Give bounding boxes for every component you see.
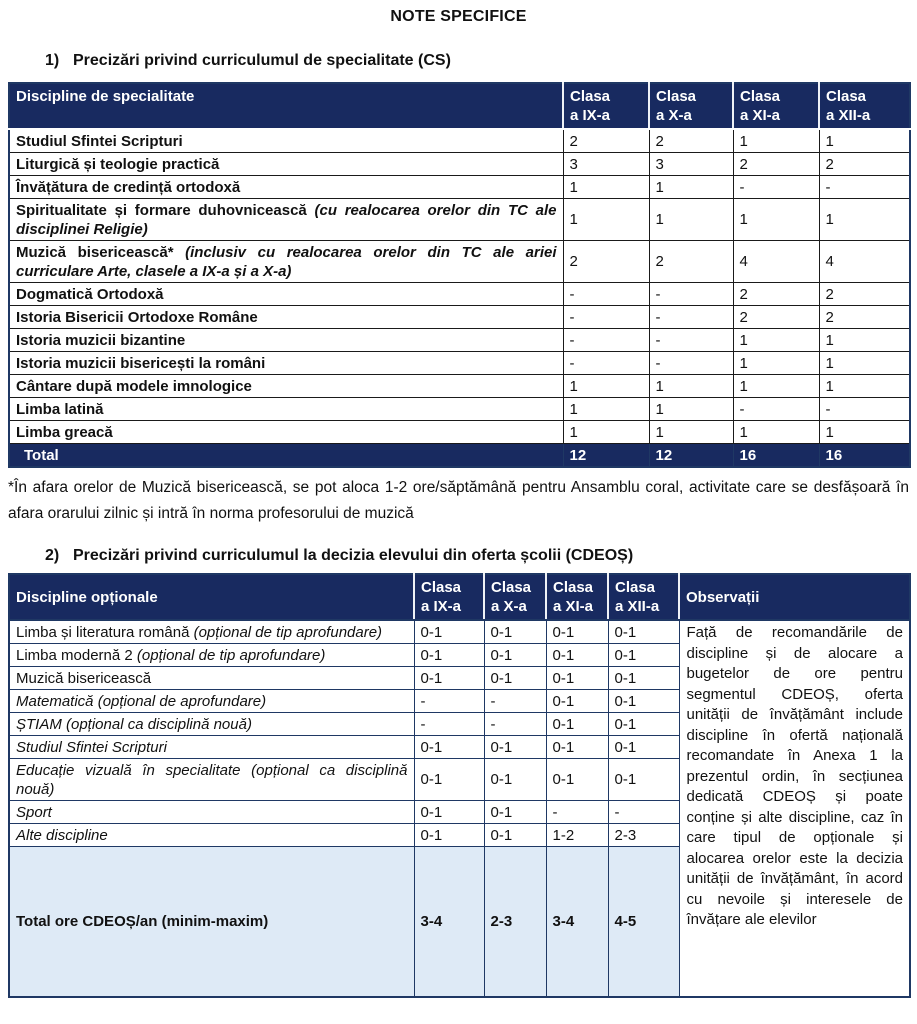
hours-cell: 2 — [819, 283, 910, 306]
table-row — [9, 329, 910, 352]
hours-cell: 2 — [819, 153, 910, 176]
table2-header-row — [9, 574, 910, 620]
table1-header-discipline: Discipline de specialitate — [9, 83, 563, 129]
hours-cell: - — [484, 690, 546, 713]
discipline-note: (opțional de tip aprofundare) — [136, 646, 326, 664]
discipline-label: Matematică (opțional de aprofundare) — [16, 692, 267, 710]
observations-cell: Față de recomandările de discipline și de alocare a bugetelor de ore pentru segmentul CDEOȘ, oferta unității de învățământ include discipline în ofertă națională recomandate în Anexa 1 la prezentul ordin, în secțiunea dedicată CDEOȘ și poate conține și alte discipline, caz în care tipul de opționale și alocarea orelor este la decizia unității de învățământ, în acord cu nevoile și interesele de învățare ale elevilor — [679, 620, 910, 997]
hours-cell: 1 — [649, 176, 733, 199]
table1-header-class-10: Clasa a X-a — [649, 83, 733, 129]
hours-cell: - — [563, 352, 649, 375]
table-row — [9, 375, 910, 398]
total-label: Total ore CDEOȘ/an (minim-maxim) — [9, 847, 414, 997]
table2-header-class-12: Clasa a XII-a — [608, 574, 679, 620]
hours-cell: 4 — [733, 241, 819, 283]
hours-cell: - — [649, 329, 733, 352]
total-hours-cell: 12 — [649, 444, 733, 468]
discipline-label: Sport — [16, 803, 52, 821]
hours-cell: 2 — [649, 241, 733, 283]
hours-cell: 4 — [819, 241, 910, 283]
total-hours-cell: 3-4 — [546, 847, 608, 997]
table2-header-observations: Observații — [679, 574, 910, 620]
discipline-label: Istoria Bisericii Ortodoxe Române — [16, 308, 258, 326]
discipline-cell — [9, 352, 563, 375]
hours-cell: 0-1 — [484, 620, 546, 644]
discipline-label: Dogmatică Ortodoxă — [16, 285, 164, 303]
hours-cell: - — [546, 801, 608, 824]
hours-cell: - — [733, 398, 819, 421]
table-row — [9, 241, 910, 283]
table1-header-row — [9, 83, 910, 129]
table-row — [9, 199, 910, 241]
hours-cell: 1 — [563, 421, 649, 444]
hours-cell: 0-1 — [484, 644, 546, 667]
hours-cell: 2 — [563, 129, 649, 153]
table1-total-row — [9, 444, 910, 468]
table-row — [9, 153, 910, 176]
hours-cell: 1 — [819, 421, 910, 444]
table-row — [9, 129, 910, 153]
hours-cell: 0-1 — [608, 736, 679, 759]
hours-cell: 0-1 — [414, 667, 484, 690]
table-row — [9, 283, 910, 306]
table1-header-class-12: Clasa a XII-a — [819, 83, 910, 129]
hours-cell: - — [563, 306, 649, 329]
discipline-note: (inclusiv cu realocarea orelor din TC ale ariei curriculare Arte, clasele a IX-a și a X-a) — [16, 243, 557, 280]
hours-cell: 2 — [649, 129, 733, 153]
hours-cell: - — [484, 713, 546, 736]
discipline-label: Liturgică și teologie practică — [16, 155, 220, 173]
table-row — [9, 620, 910, 644]
discipline-cell — [9, 375, 563, 398]
hours-cell: 1 — [649, 199, 733, 241]
hours-cell: 0-1 — [546, 667, 608, 690]
hours-cell: 0-1 — [484, 667, 546, 690]
discipline-cell — [9, 283, 563, 306]
discipline-cell — [9, 176, 563, 199]
hours-cell: 0-1 — [414, 759, 484, 801]
optional-discipline-cell — [9, 824, 414, 847]
hours-cell: 0-1 — [546, 713, 608, 736]
discipline-label: Educație vizuală în specialitate (opțional ca disciplină nouă) — [16, 761, 408, 798]
discipline-cell — [9, 129, 563, 153]
hours-cell: 0-1 — [608, 620, 679, 644]
hours-cell: 0-1 — [414, 801, 484, 824]
table2-header-class-9: Clasa a IX-a — [414, 574, 484, 620]
hours-cell: 1 — [563, 176, 649, 199]
discipline-label: Cântare după modele imnologice — [16, 377, 252, 395]
hours-cell: 0-1 — [484, 824, 546, 847]
hours-cell: 2 — [733, 306, 819, 329]
discipline-label: ȘTIAM (opțional ca disciplină nouă) — [16, 715, 252, 733]
discipline-cell — [9, 398, 563, 421]
discipline-label: Studiul Sfintei Scripturi — [16, 132, 183, 150]
hours-cell: 0-1 — [608, 644, 679, 667]
discipline-label: Istoria muzicii bizantine — [16, 331, 186, 349]
total-hours-cell: 16 — [733, 444, 819, 468]
hours-cell: 1 — [733, 199, 819, 241]
hours-cell: 0-1 — [546, 759, 608, 801]
hours-cell: 0-1 — [546, 736, 608, 759]
discipline-label: Istoria muzicii bisericești la români — [16, 354, 266, 372]
section-2-title: Precizări privind curriculumul la decizia elevului din oferta școlii (CDEOȘ) — [73, 547, 634, 564]
optional-discipline-cell — [9, 736, 414, 759]
total-hours-cell: 2-3 — [484, 847, 546, 997]
hours-cell: - — [819, 176, 910, 199]
hours-cell: 1 — [819, 329, 910, 352]
discipline-cell — [9, 306, 563, 329]
total-hours-cell: 4-5 — [608, 847, 679, 997]
table-row — [9, 352, 910, 375]
section-2-heading — [45, 547, 909, 565]
hours-cell: - — [414, 713, 484, 736]
hours-cell: 2 — [819, 306, 910, 329]
hours-cell: 0-1 — [608, 713, 679, 736]
page-title: NOTE SPECIFICE — [390, 8, 527, 25]
hours-cell: 1 — [733, 375, 819, 398]
optional-curriculum-table — [8, 573, 911, 998]
optional-discipline-cell — [9, 690, 414, 713]
discipline-note: (opțional de tip aprofundare) — [193, 623, 383, 641]
hours-cell: 1 — [649, 421, 733, 444]
hours-cell: - — [649, 306, 733, 329]
hours-cell: 1-2 — [546, 824, 608, 847]
hours-cell: 1 — [733, 129, 819, 153]
hours-cell: 1 — [819, 352, 910, 375]
section-1-number: 1) — [45, 52, 60, 69]
discipline-label: Limba și literatura română — [16, 623, 190, 641]
hours-cell: 1 — [819, 199, 910, 241]
table-row — [9, 306, 910, 329]
table1-header-class-11: Clasa a XI-a — [733, 83, 819, 129]
hours-cell: 0-1 — [414, 620, 484, 644]
hours-cell: 0-1 — [608, 759, 679, 801]
hours-cell: 0-1 — [608, 690, 679, 713]
section-1-title: Precizări privind curriculumul de specialitate (CS) — [73, 52, 451, 69]
hours-cell: 0-1 — [546, 620, 608, 644]
hours-cell: 1 — [649, 375, 733, 398]
optional-discipline-cell — [9, 801, 414, 824]
table2-header-class-10: Clasa a X-a — [484, 574, 546, 620]
hours-cell: 0-1 — [546, 690, 608, 713]
table-row — [9, 398, 910, 421]
discipline-label: Spiritualitate și formare duhovnicească — [16, 201, 307, 219]
hours-cell: 3 — [649, 153, 733, 176]
hours-cell: 0-1 — [484, 736, 546, 759]
total-label: Total — [9, 444, 563, 468]
discipline-label: Învățătura de credință ortodoxă — [16, 178, 241, 196]
hours-cell: 1 — [733, 421, 819, 444]
table-row — [9, 421, 910, 444]
optional-discipline-cell — [9, 667, 414, 690]
hours-cell: - — [819, 398, 910, 421]
hours-cell: 0-1 — [414, 736, 484, 759]
table2-header-discipline: Discipline opționale — [9, 574, 414, 620]
discipline-cell — [9, 153, 563, 176]
hours-cell: - — [563, 283, 649, 306]
hours-cell: 1 — [649, 398, 733, 421]
optional-discipline-cell — [9, 759, 414, 801]
hours-cell: 1 — [733, 329, 819, 352]
discipline-cell — [9, 329, 563, 352]
optional-discipline-cell — [9, 644, 414, 667]
optional-discipline-cell — [9, 620, 414, 644]
discipline-note: (cu realocarea orelor din TC ale disciplinei Religie) — [16, 201, 557, 238]
hours-cell: 2 — [563, 241, 649, 283]
hours-cell: 1 — [563, 199, 649, 241]
hours-cell: - — [414, 690, 484, 713]
hours-cell: 1 — [563, 398, 649, 421]
table1-header-class-9: Clasa a IX-a — [563, 83, 649, 129]
section-1-heading — [45, 52, 909, 70]
hours-cell: 1 — [733, 352, 819, 375]
total-hours-cell: 16 — [819, 444, 910, 468]
hours-cell: - — [733, 176, 819, 199]
hours-cell: 1 — [819, 129, 910, 153]
hours-cell: - — [563, 329, 649, 352]
hours-cell: 2 — [733, 283, 819, 306]
hours-cell: 0-1 — [414, 644, 484, 667]
discipline-label: Limba modernă 2 — [16, 646, 133, 664]
table-row — [9, 176, 910, 199]
discipline-label: Limba latină — [16, 400, 104, 418]
hours-cell: 2-3 — [608, 824, 679, 847]
hours-cell: 0-1 — [484, 801, 546, 824]
hours-cell: 0-1 — [546, 644, 608, 667]
hours-cell: 0-1 — [484, 759, 546, 801]
discipline-label: Studiul Sfintei Scripturi — [16, 738, 167, 756]
hours-cell: - — [608, 801, 679, 824]
discipline-label: Muzică bisericească* — [16, 243, 174, 261]
hours-cell: 2 — [733, 153, 819, 176]
hours-cell: 1 — [819, 375, 910, 398]
hours-cell: 1 — [563, 375, 649, 398]
hours-cell: 0-1 — [608, 667, 679, 690]
section-2-number: 2) — [45, 547, 60, 564]
discipline-label: Alte discipline — [16, 826, 108, 844]
discipline-cell — [9, 421, 563, 444]
discipline-label: Muzică bisericească — [16, 669, 152, 687]
hours-cell: 3 — [563, 153, 649, 176]
total-hours-cell: 12 — [563, 444, 649, 468]
hours-cell: - — [649, 352, 733, 375]
table1-footnote: *În afara orelor de Muzică bisericească, se pot aloca 1-2 ore/săptămână pentru Ansamblu coral, activitate care se desfășoară în afara orarului zilnic și intră în norma profesorului de muzică — [8, 479, 909, 522]
table2-header-class-11: Clasa a XI-a — [546, 574, 608, 620]
specialty-curriculum-table — [8, 82, 911, 468]
discipline-cell — [9, 199, 563, 241]
discipline-cell — [9, 241, 563, 283]
optional-discipline-cell — [9, 713, 414, 736]
total-hours-cell: 3-4 — [414, 847, 484, 997]
discipline-label: Limba greacă — [16, 423, 113, 441]
hours-cell: 0-1 — [414, 824, 484, 847]
hours-cell: - — [649, 283, 733, 306]
